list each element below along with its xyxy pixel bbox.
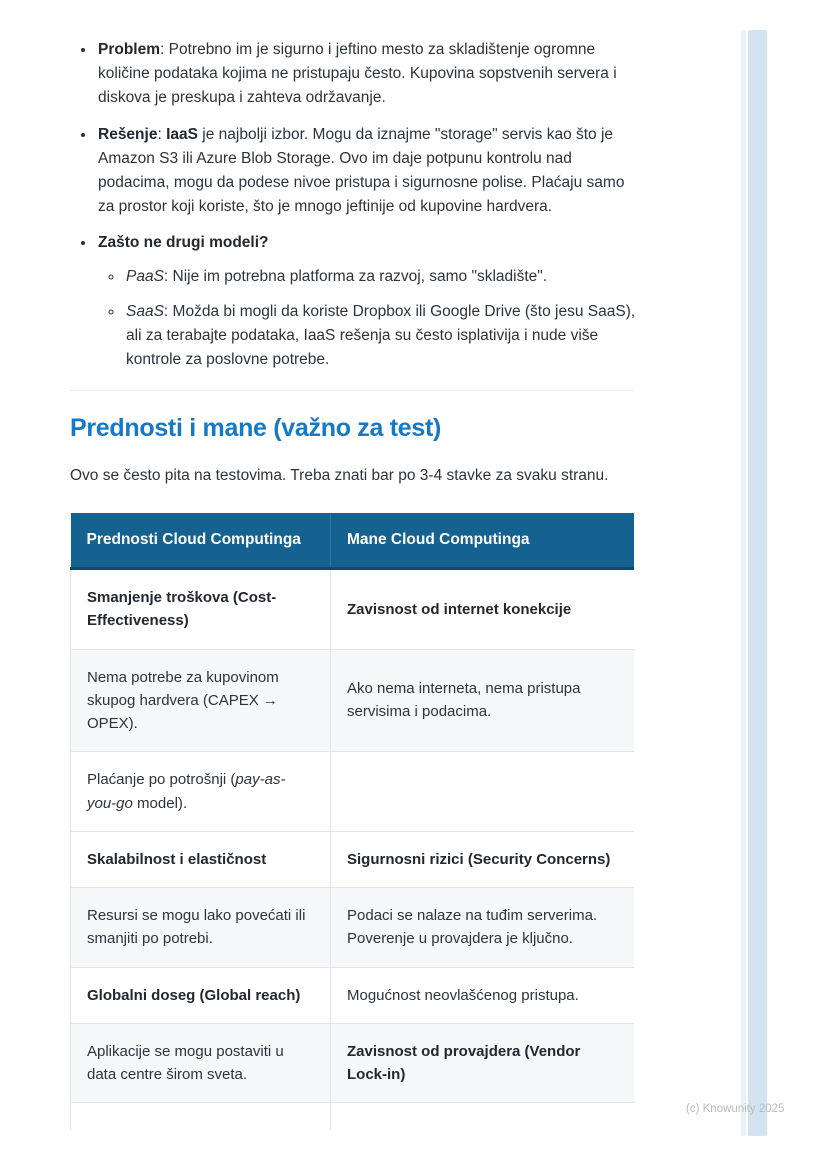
table-row [71,967,635,1023]
bullet-zasto-label: Zašto ne drugi modeli? [98,234,269,252]
bullet-problem [96,38,638,111]
bullet-resenje-iaas: IaaS [166,125,198,143]
table-row [71,752,635,832]
table-row [71,888,635,968]
table-row [71,831,635,887]
bullet-resenje-text: je najbolji izbor. Mogu da iznajme "storage" servis kao što je Amazon S3 ili Azure Blob Storage. Ovo im daje potpunu kontrolu nad podacima, mogu da podese nivoe pristupa i sigurnosne polise. Plaćaju samo za prostor koji koriste, što je mnogo jeftinije od kupovine hardvera. [98,125,625,216]
table-row [71,569,635,650]
sub-bullet-saas-separator: : [163,302,173,320]
table-row [71,1023,635,1103]
bullet-zasto [96,231,638,372]
copyright-watermark: (c) Knowunity 2025 [686,1103,785,1115]
table-cell: Mogućnost neovlašćenog pristupa. [331,967,635,1023]
sub-bullet-saas-label: SaaS [126,302,164,320]
table-header-mane: Mane Cloud Computinga [331,513,635,569]
table-cell: Nema potrebe za kupovinom skupog hardvera (CAPEX → OPEX). [71,649,331,752]
comparison-table [70,513,634,1130]
table-cell [71,1103,331,1130]
table-cell: Podaci se nalaze na tuđim serverima. Poverenje u provajdera je ključno. [331,888,635,968]
table-cell: Ako nema interneta, nema pristupa servisima i podacima. [331,649,635,752]
page-edge-stripe-light [741,30,746,1136]
cell-italic-text: pay-as-you-go [87,771,286,812]
page-edge-stripe [748,30,767,1136]
table-body [71,569,635,1131]
table-cell: Sigurnosni rizici (Security Concerns) [331,831,635,887]
cell-text: Plaćanje po potrošnji ( [87,771,236,789]
table-header-row [71,513,635,569]
table-cell: Zavisnost od provajdera (Vendor Lock-in) [331,1023,635,1103]
table-cell: Smanjenje troškova (Cost-Effectiveness) [71,569,331,650]
use-case-section [70,38,638,384]
sub-bullet-saas [124,300,638,373]
section-intro-text: Ovo se često pita na testovima. Treba znati bar po 3-4 stavke za svaku stranu. [70,467,609,484]
cell-text: model). [132,794,188,812]
table-row [71,649,635,752]
sub-bullet-paas-text: Nije im potrebna platforma za razvoj, samo "skladište". [172,268,548,286]
table-cell: Zavisnost od internet konekcije [331,569,635,650]
sub-bullet-paas-label: PaaS [126,268,164,286]
table-cell: Aplikacije se mogu postaviti u data centre širom sveta. [71,1023,331,1103]
table-cell [331,1103,635,1130]
table-cell: Globalni doseg (Global reach) [71,967,331,1023]
bullet-resenje-label: Rešenje [98,125,158,143]
bullet-problem-text: Potrebno im je sigurno i jeftino mesto za skladištenje ogromne količine podataka kojima ne pristupaju često. Kupovina sopstvenih servera i diskova je preskupa i zahteva održavanje. [98,41,617,107]
bullet-list [70,38,638,372]
table-head [71,513,635,569]
table-cell: Resursi se mogu lako povećati ili smanjiti po potrebi. [71,888,331,968]
horizontal-divider [70,390,633,391]
bullet-resenje-separator: : [157,125,167,143]
sub-bullet-paas-separator: : [163,268,173,286]
sub-bullet-saas-text: Možda bi mogli da koriste Dropbox ili Google Drive (što jesu SaaS), ali za terabajte podataka, IaaS rešenja su često isplativija i nude više kontrole za poslovne potrebe. [126,302,636,368]
table-cell [331,752,635,832]
sub-bullet-paas [124,265,638,289]
table-header-prednosti: Prednosti Cloud Computinga [71,513,331,569]
bullet-problem-label: Problem [98,41,161,58]
table-cell [71,752,331,832]
table-row-partial [71,1103,635,1130]
comparison-table-container [70,513,634,1130]
bullet-resenje [96,123,638,220]
page-title: Prednosti i mane (važno za test) [70,414,442,442]
bullet-problem-separator: : [160,41,169,58]
sub-bullet-list [98,265,638,372]
table-cell: Skalabilnost i elastičnost [71,831,331,887]
